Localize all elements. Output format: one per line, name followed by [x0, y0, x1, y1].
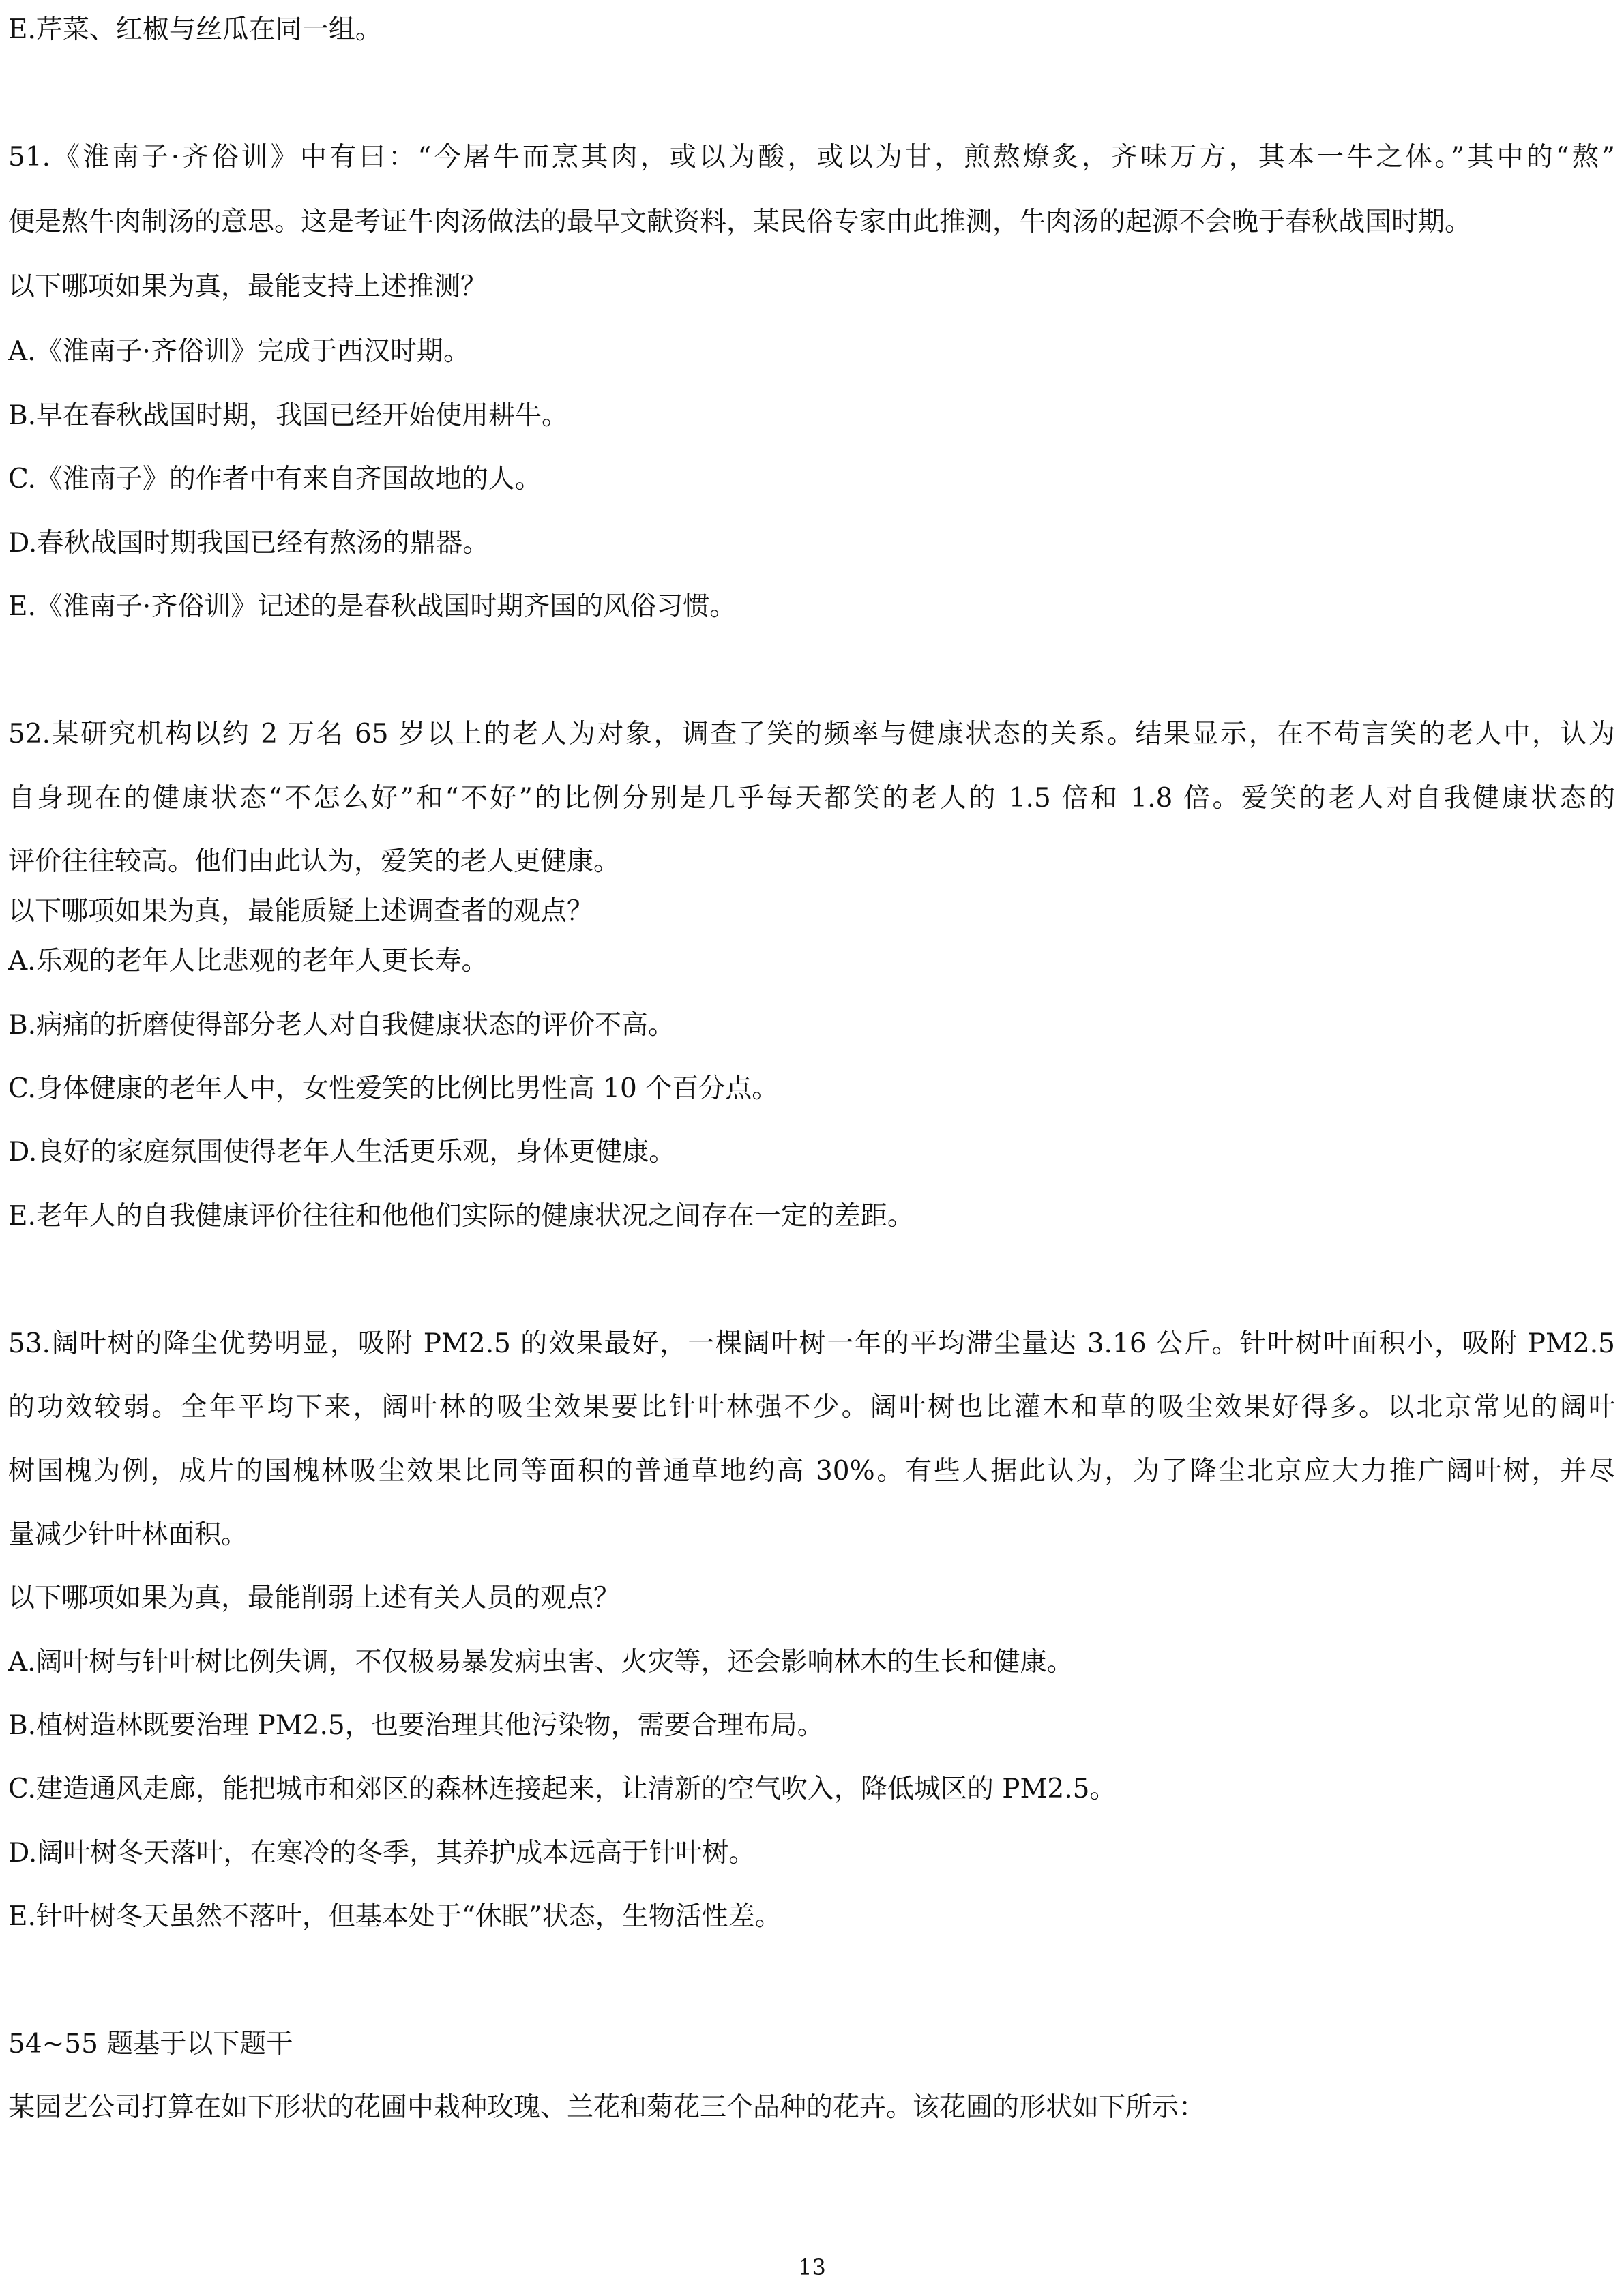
q51-option-d: D.春秋战国时期我国已经有熬汤的鼎器。	[8, 528, 490, 558]
q52-option-c: C.身体健康的老年人中，女性爱笑的比例比男性高 10 个百分点。	[8, 1073, 779, 1104]
q53-stem-line-4: 量减少针叶林面积。	[8, 1519, 248, 1550]
q52-question: 以下哪项如果为真，最能质疑上述调查者的观点？	[8, 896, 594, 927]
q51-option-c: C.《淮南子》的作者中有来自齐国故地的人。	[8, 464, 542, 494]
q53-option-e: E.针叶树冬天虽然不落叶，但基本处于“休眠”状态，生物活性差。	[8, 1901, 782, 1932]
page-number: 13	[798, 2254, 826, 2280]
q53-option-c: C.建造通风走廊，能把城市和郊区的森林连接起来，让清新的空气吹入，降低城区的 PM2.5。	[8, 1774, 1117, 1804]
q51-option-e: E.《淮南子·齐俗训》记述的是春秋战国时期齐国的风俗习惯。	[8, 591, 737, 622]
q52-option-d: D.良好的家庭氛围使得老年人生活更乐观，身体更健康。	[8, 1137, 676, 1167]
q53-option-d: D.阔叶树冬天落叶，在寒冷的冬季，其养护成本远高于针叶树。	[8, 1838, 756, 1868]
q52-stem-line-3: 评价往往较高。他们由此认为，爱笑的老人更健康。	[8, 846, 621, 877]
q50-option-e: E.芹菜、红椒与丝瓜在同一组。	[8, 14, 382, 45]
q52-stem-line-2: 自身现在的健康状态“不怎么好”和“不好”的比例分别是几乎每天都笑的老人的 1.5 倍和 1.8 倍。爱笑的老人对自我健康状态的	[8, 783, 1615, 814]
q53-stem-line-1: 53.阔叶树的降尘优势明显，吸附 PM2.5 的效果最好，一棵阔叶树一年的平均滞尘量达 3.16 公斤。针叶树叶面积小，吸附 PM2.5	[8, 1328, 1615, 1359]
q53-option-b: B.植树造林既要治理 PM2.5，也要治理其他污染物，需要合理布局。	[8, 1710, 824, 1741]
q52-option-a: A.乐观的老年人比悲观的老年人更长寿。	[8, 946, 488, 976]
q52-option-e: E.老年人的自我健康评价往往和他他们实际的健康状况之间存在一定的差距。	[8, 1201, 914, 1232]
q53-stem-line-3: 树国槐为例，成片的国槐林吸尘效果比同等面积的普通草地约高 30%。有些人据此认为，为了降尘北京应大力推广阔叶树，并尽	[8, 1456, 1615, 1487]
q52-option-b: B.病痛的折磨使得部分老人对自我健康状态的评价不高。	[8, 1010, 675, 1041]
q51-option-a: A.《淮南子·齐俗训》完成于西汉时期。	[8, 336, 470, 367]
q53-question: 以下哪项如果为真，最能削弱上述有关人员的观点？	[8, 1583, 621, 1613]
q51-stem-line-1: 51.《淮南子·齐俗训》中有曰：“今屠牛而烹其肉，或以为酸，或以为甘，煎熬燎炙，齐味万方，其本一牛之体。”其中的“熬”	[8, 142, 1615, 173]
q51-option-b: B.早在春秋战国时期，我国已经开始使用耕牛。	[8, 400, 569, 431]
q51-stem-line-2: 便是熬牛肉制汤的意思。这是考证牛肉汤做法的最早文献资料，某民俗专家由此推测，牛肉汤的起源不会晚于春秋战国时期。	[8, 207, 1472, 237]
q54-55-header: 54~55 题基于以下题干	[8, 2029, 293, 2059]
q51-question: 以下哪项如果为真，最能支持上述推测？	[8, 271, 488, 302]
q53-stem-line-2: 的功效较弱。全年平均下来，阔叶林的吸尘效果要比针叶林强不少。阔叶树也比灌木和草的吸尘效果好得多。以北京常见的阔叶	[8, 1392, 1615, 1422]
q52-stem-line-1: 52.某研究机构以约 2 万名 65 岁以上的老人为对象，调查了笑的频率与健康状态的关系。结果显示，在不苟言笑的老人中，认为	[8, 719, 1615, 749]
q53-option-a: A.阔叶树与针叶树比例失调，不仅极易暴发病虫害、火灾等，还会影响林木的生长和健康。	[8, 1647, 1074, 1678]
q54-55-stem: 某园艺公司打算在如下形状的花圃中栽种玫瑰、兰花和菊花三个品种的花卉。该花圃的形状如下所示：	[8, 2092, 1206, 2123]
